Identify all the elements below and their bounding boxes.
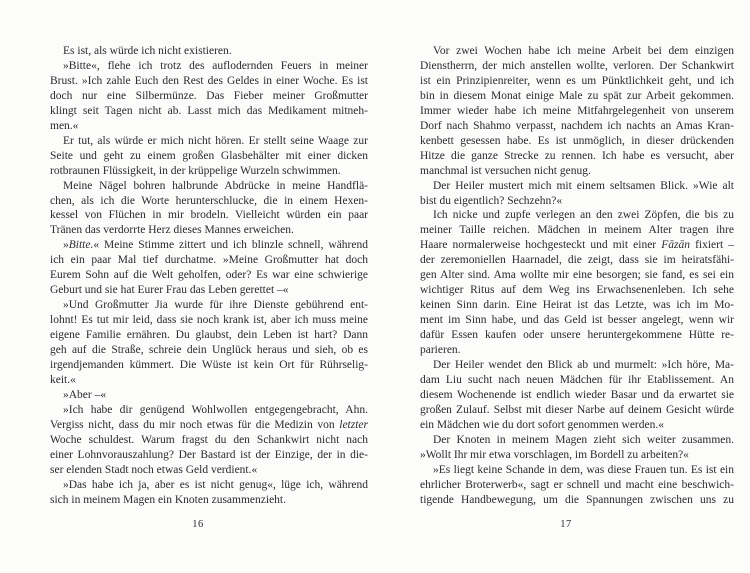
- text-line: Seite und geht zu einem großen Glasbehälter mit einer dicken: [50, 149, 368, 162]
- text-line: chen, als ich die Worte herunterschlucke, die in einem Hexen-: [50, 194, 368, 207]
- text-line: kenbett gesessen habe. Es ist unmöglich, in dieser drückenden: [420, 134, 734, 147]
- page-text: [420, 44, 734, 508]
- text-line: »Ich habe dir genügend Wohlwollen entgegengebracht, Ahn.: [63, 403, 368, 416]
- page-text: [50, 44, 368, 508]
- page-left: [50, 44, 368, 564]
- text-line: doch nur eine Silbermünze. Das Fieber meiner Großmutter: [50, 89, 368, 102]
- text-line: Brust. »Ich zahle Euch den Rest des Geldes in einer Woche. Es ist: [50, 74, 368, 87]
- text-line: bist du eigentlich? Sechzehn?«: [420, 194, 563, 207]
- text-line: Vergiss nicht, dass du mir noch etwas für die Medizin von letzter: [50, 418, 368, 431]
- text-line: Der Heiler mustert mich mit einem seltsamen Blick. »Wie alt: [433, 179, 734, 192]
- text-line: ich ein paar Mal tief durchatme. »Meine Großmutter hat doch: [50, 254, 368, 267]
- text-line: Ich nicke und zupfe verlegen an den zwei Zöpfen, die bis zu: [433, 209, 734, 222]
- text-line: manchmal ist versuchen nicht genug.: [420, 164, 591, 177]
- page-number: 16: [192, 519, 204, 530]
- text-line: dam Liu sucht nach neuen Mädchen für ihr Etablissement. An: [420, 373, 734, 386]
- text-line: sich in meinem Magen ein Knoten zusammenzieht.: [50, 493, 287, 506]
- text-line: men.«: [50, 119, 79, 132]
- text-line: großen Zulauf. Selbst mit dieser Narbe auf deinem Gesicht würde: [420, 403, 734, 416]
- text-line: »Wollt Ihr mir etwa vorschlagen, im Bordell zu arbeiten?«: [420, 448, 689, 461]
- text-line: Der Knoten in meinem Magen zieht sich weiter zusammen.: [433, 433, 734, 446]
- text-line: ser elenden Stadt noch etwas Geld verdient.«: [50, 463, 258, 476]
- text-line: Woche schuldest. Warum fragst du den Schankwirt nicht nach: [50, 433, 368, 446]
- text-line: rotbraunen Flüssigkeit, in der krüppelige Wurzeln schwimmen.: [50, 164, 341, 177]
- text-line: »Das habe ich ja, aber es ist nicht genug«, lüge ich, während: [63, 478, 368, 491]
- text-line: parieren.: [420, 344, 461, 357]
- text-line: meiner Taille reichen. Mädchen in meinem Alter tragen ihre: [420, 224, 734, 237]
- page-right: [420, 44, 734, 564]
- text-line: Haare normalerweise hochgesteckt und mit einer Fāzān fixiert –: [420, 239, 734, 252]
- text-line: der zeremoniellen Haarnadel, die zeigt, dass sie im heiratsfähi-: [420, 254, 734, 267]
- text-line: bin in diesem Monat einige Male zu spät zur Arbeit gekommen.: [420, 89, 734, 102]
- text-line: Vor zwei Wochen habe ich meine Arbeit bei dem einzigen: [433, 45, 734, 57]
- text-line: »Bitte.« Meine Stimme zittert und ich blinzle schnell, während: [63, 239, 368, 252]
- text-line: ist ein Prinzipienreiter, wenn es um Pünktlichkeit geht, und ich: [420, 74, 734, 87]
- text-line: Der Heiler wendet den Blick ab und murmelt: »Ich höre, Ma-: [433, 359, 734, 372]
- text-line: »Es liegt keine Schande in dem, was diese Frauen tun. Es ist ein: [433, 463, 734, 476]
- text-line: Dorf nach Shahmo verpasst, nachdem ich nachts an Amas Kran-: [420, 119, 734, 132]
- text-line: irgendjemanden kümmert. Die Wüste ist kein Ort für Rührselig-: [50, 359, 368, 372]
- text-line: lohnt! Es tut mir leid, dass sie noch krank ist, aber ich muss meine: [50, 314, 368, 327]
- text-line: gen Alter sind. Ama wollte mir eine besorgen; sie fand, es sei ein: [420, 269, 734, 282]
- text-line: Er tut, als würde er mich nicht hören. Er stellt seine Waage zur: [63, 134, 368, 147]
- text-line: »Und Großmutter Jia wurde für ihre Dienste gebührend ent-: [63, 299, 368, 312]
- text-line: wichtiger Ritus auf dem Weg ins Erwachsenenleben. Ich sehe: [420, 284, 734, 297]
- text-line: dafür Essen kaufen oder unsere heruntergekommene Hütte re-: [420, 329, 734, 342]
- text-line: Immer wieder habe ich meine Mitfahrgelegenheit von unserem: [420, 104, 734, 117]
- text-line: »Bitte«, flehe ich trotz des auflodernden Feuers in meiner: [63, 59, 368, 72]
- text-line: keinen Sinn darin. Eine Heirat ist das Letzte, was ich im Mo-: [420, 299, 734, 312]
- text-line: Es ist, als würde ich nicht existieren.: [63, 45, 232, 57]
- text-line: Hitze die ganze Strecke zu rennen. Ich habe es versucht, aber: [420, 149, 734, 162]
- text-line: eigene Familie ernähren. Du glaubst, dein Leben ist hart? Dann: [50, 329, 368, 342]
- text-line: Meine Nägel bohren halbrunde Abdrücke in meine Handflä-: [63, 179, 368, 192]
- text-line: einer Lohnvorauszahlung? Der Bastard ist der Einzige, der in die-: [50, 448, 368, 461]
- text-line: tigende Handbewegung, um die Spannungen zwischen uns zu: [420, 493, 734, 506]
- text-line: klingt seit Tagen nicht ab. Lasst mich das Medikament mitneh-: [50, 104, 368, 117]
- text-line: »Aber –«: [63, 388, 107, 401]
- text-line: Geburt und sie hat Eurer Frau das Leben gerettet –«: [50, 284, 289, 297]
- text-line: ment im Sinn habe, und das Geld ist besser angelegt, wenn wir: [420, 314, 734, 327]
- text-line: geh auf die Straße, schreie dein Unglück heraus und sieh, ob es: [50, 344, 368, 357]
- text-line: Tränen das verdorrte Herz dieses Mannes erweichen.: [50, 224, 294, 237]
- text-line: Eurem Sohn auf die Welt geholfen, oder? Es war eine schwierige: [50, 269, 368, 282]
- text-line: Dienstherrn, der mich anstellen wollte, verloren. Der Schankwirt: [420, 59, 734, 72]
- text-line: diesem Wochenende ist endlich wieder Basar und da erwartet sie: [420, 388, 734, 401]
- text-line: keit.«: [50, 373, 76, 386]
- page-number: 17: [560, 519, 572, 530]
- text-line: kessel von Flüchen in mir brodeln. Vielleicht würden ein paar: [50, 209, 368, 222]
- text-line: ein Mädchen wie du dort sofort genommen werden.«: [420, 418, 664, 431]
- text-line: ehrlicher Broterwerb«, sagt er schnell und macht eine beschwich-: [420, 478, 734, 491]
